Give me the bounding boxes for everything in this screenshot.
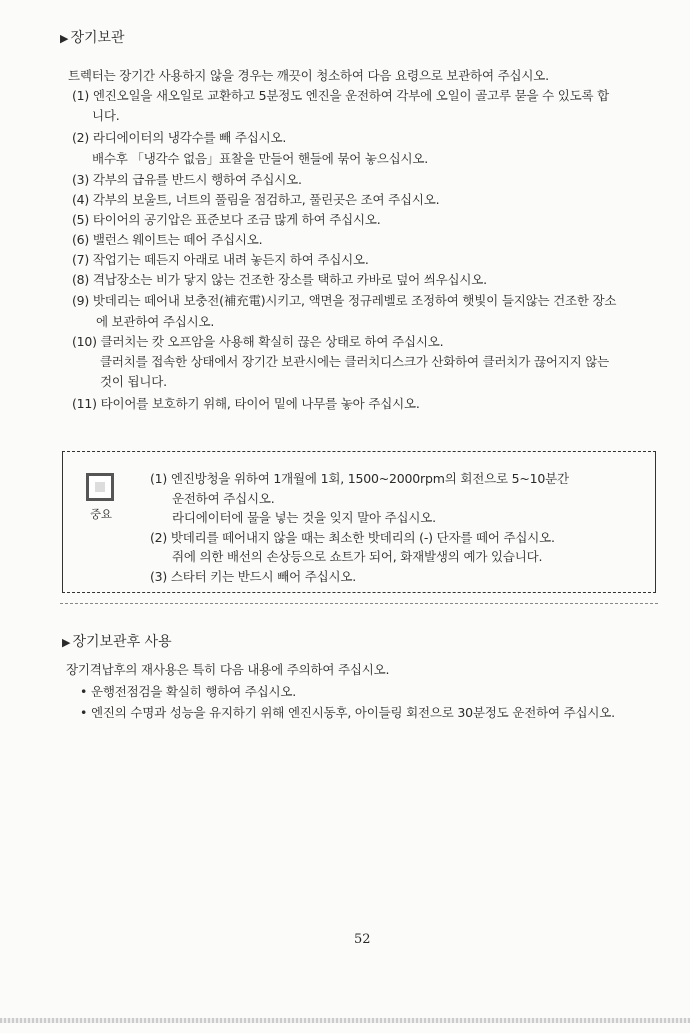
note-line: (1) 엔진방청을 위하여 1개월에 1회, 1500~2000rpm의 회전으로 5~10분간 [150,471,569,486]
list-item: (11) 타이어를 보호하기 위해, 타이어 밑에 나무를 놓아 주십시오. [72,396,420,411]
page-number: 52 [354,932,371,947]
list-item-continued: 배수후 「냉각수 없음」표찰을 만들어 핸들에 묶어 놓으십시오. [92,151,429,166]
list-item-continued: 것이 됩니다. [100,374,167,389]
list-item-continued: 니다. [92,108,120,123]
list-item-continued: 클러치를 접속한 상태에서 장기간 보관시에는 클러치디스크가 산화하여 클러치가 끊어지지 않는 [100,354,609,369]
scan-edge [0,1018,690,1023]
section-title-text: 장기보관 [70,30,125,46]
triangle-bullet-icon: ▶ [60,32,69,45]
list-item: (1) 엔진오일을 새오일로 교환하고 5분정도 엔진을 운전하여 각부에 오일이 골고루 묻을 수 있도록 합 [72,88,610,103]
note-line: 라디에이터에 물을 넣는 것을 잊지 말아 주십시오. [172,510,436,525]
list-item: (9) 밧데리는 떼어내 보충전(補充電)시키고, 액면을 정규레벨로 조정하여 햇빛이 들지않는 건조한 장소 [72,293,617,308]
list-item: (8) 격납장소는 비가 닿지 않는 건조한 장소를 택하고 카바로 덮어 씌우십시오. [72,272,487,287]
warning-icon [86,473,114,501]
list-item: (4) 각부의 보울트, 너트의 풀림을 점검하고, 풀린곳은 조여 주십시오. [72,192,440,207]
section2-intro: 장기격납후의 재사용은 특히 다음 내용에 주의하여 주십시오. [66,662,390,677]
note-icon-label: 중요 [90,507,112,521]
divider [60,603,658,604]
list-item: (10) 클러치는 캇 오프암을 사용해 확실히 끊은 상태로 하여 주십시오. [72,334,444,349]
note-line: (2) 밧데리를 떼어내지 않을 때는 최소한 밧데리의 (-) 단자를 떼어 주십시오. [150,530,555,545]
note-line: 쥐에 의한 배선의 손상등으로 쇼트가 되어, 화재발생의 예가 있습니다. [172,549,543,564]
section-title-after-storage [62,631,172,651]
list-item: (6) 밸런스 웨이트는 떼어 주십시오. [72,232,263,247]
note-line: 운전하여 주십시오. [172,491,275,506]
bullet-item: • 엔진의 수명과 성능을 유지하기 위해 엔진시동후, 아이들링 회전으로 30분정도 운전하여 주십시오. [80,705,615,720]
bullet-item: • 운행전점검을 확실히 행하여 주십시오. [80,684,297,699]
list-item: (5) 타이어의 공기압은 표준보다 조금 많게 하여 주십시오. [72,212,381,227]
note-line: (3) 스타터 키는 반드시 빼어 주십시오. [150,569,356,584]
list-item-continued: 에 보관하여 주십시오. [96,314,215,329]
section-title-long-term-storage [60,27,125,47]
list-item: (7) 작업기는 떼든지 아래로 내려 놓든지 하여 주십시오. [72,252,369,267]
list-item: (2) 라디에이터의 냉각수를 빼 주십시오. [72,130,287,145]
list-item: (3) 각부의 급유를 반드시 행하여 주십시오. [72,172,302,187]
section1-intro: 트렉터는 장기간 사용하지 않을 경우는 깨끗이 청소하여 다음 요령으로 보관하여 주십시오. [68,68,549,83]
triangle-bullet-icon: ▶ [62,636,71,649]
section-title-text: 장기보관후 사용 [72,634,172,650]
